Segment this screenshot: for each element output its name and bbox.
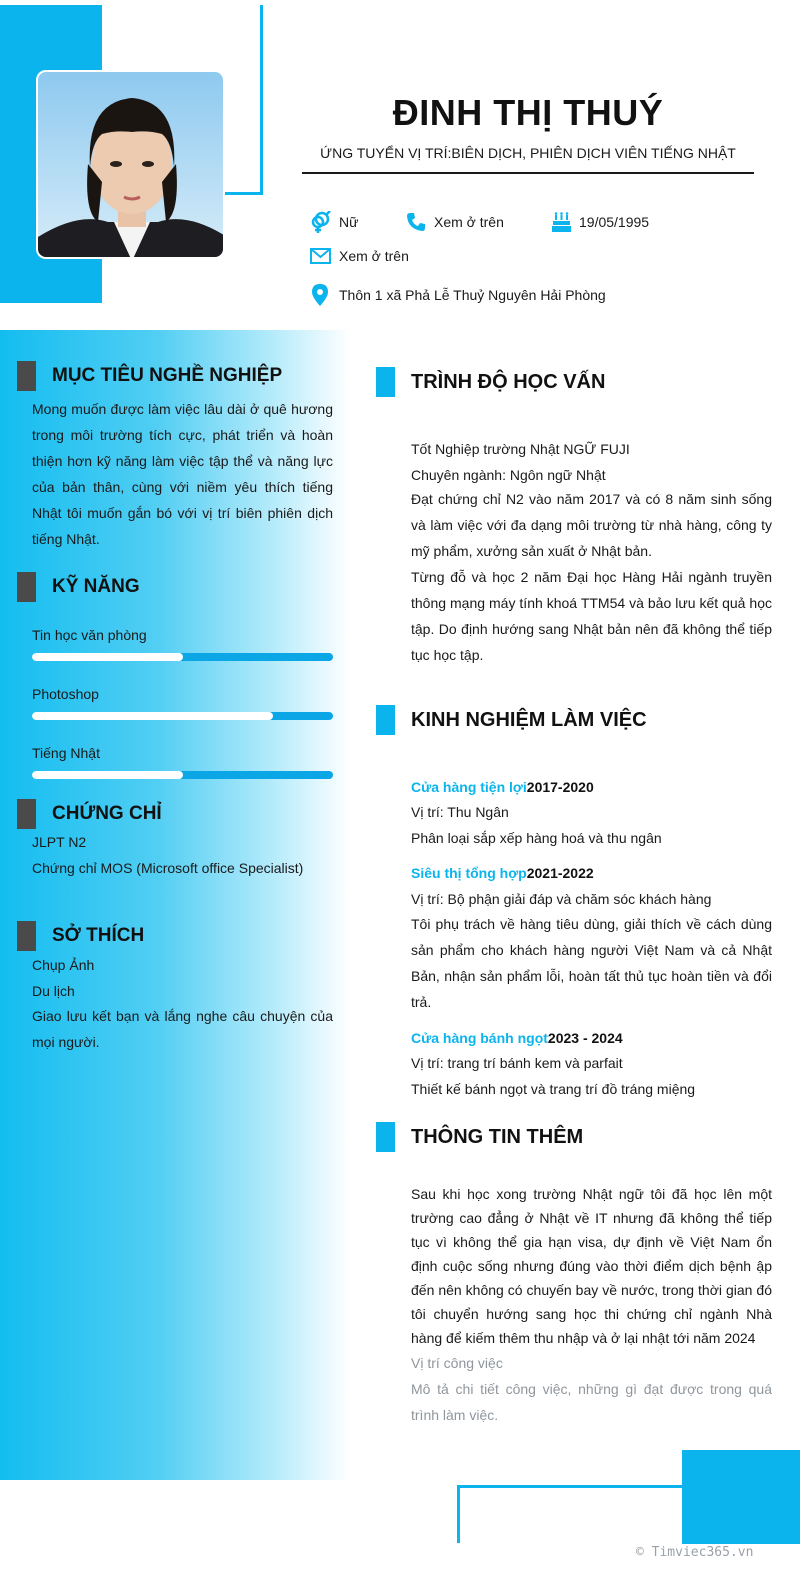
contact-email <box>310 248 409 264</box>
job-description: Tôi phụ trách về hàng tiêu dùng, giải thích về cách dùng sản phẩm cho khách hàng người Việt Nam và cả Nhật Bản, nhận sản phẩm lỗi, hoàn tất thủ tục hoàn tiền và đổi trả. <box>411 916 772 1010</box>
birthday-value: 19/05/1995 <box>579 214 650 230</box>
job-company: Cửa hàng bánh ngọt <box>411 1030 548 1046</box>
email-icon <box>310 248 331 264</box>
contact-birthday <box>552 212 649 232</box>
job-years: 2021-2022 <box>526 865 594 881</box>
job-header <box>411 779 594 795</box>
header-divider <box>302 172 754 174</box>
email-value: Xem ở trên <box>339 248 409 264</box>
section-marker <box>376 367 395 397</box>
portrait-image <box>38 72 225 259</box>
hobbies-title: SỞ THÍCH <box>52 925 145 946</box>
job-role: Vị trí: trang trí bánh kem và parfait <box>411 1055 623 1071</box>
skills-title: KỸ NĂNG <box>52 576 140 597</box>
skill-level <box>32 653 183 661</box>
extra-info-text: Sau khi học xong trường Nhật ngữ tôi đã học lên một trường cao đẳng ở Nhật về IT nhưng đã không thể tiếp tục vì không thể gia hạn visa, dự định về Việt Nam ổn định cuộc sống nhưng đúng vào thời điểm dịch bệnh ập đến nên không có chuyến bay về nước, trong thời gian đó tôi chuyển hướng sang học thi chứng chỉ ngành Nhà hàng để kiếm thêm thu nhập và ở lại nhật tới năm 2024 <box>411 1186 772 1346</box>
job-role: Vị trí: Thu Ngân <box>411 804 509 820</box>
education-school: Tốt Nghiệp trường Nhật NGỮ FUJI <box>411 441 630 457</box>
skill-label: Photoshop <box>32 686 99 702</box>
objective-text: Mong muốn được làm việc lâu dài ở quê hương trong môi trường tích cực, phát triển và hoàn thiện hơn kỹ năng làm việc tập thể và năng lực của bản thân, cùng với niềm yêu thích tiếng Nhật tôi muốn gắn bó với vị trí biên phiên dịch tiếng Nhật. <box>32 401 333 547</box>
section-marker <box>17 799 36 829</box>
education-title: TRÌNH ĐỘ HỌC VẤN <box>411 370 606 393</box>
section-marker <box>17 921 36 951</box>
placeholder-job-description: Mô tả chi tiết công việc, những gì đạt được trong quá trình làm việc. <box>411 1381 772 1423</box>
address-value: Thôn 1 xã Phả Lễ Thuỷ Nguyên Hải Phòng <box>339 287 606 303</box>
skill-level <box>32 771 183 779</box>
skill-bar <box>32 771 333 779</box>
certificates-title: CHỨNG CHỈ <box>52 803 162 824</box>
section-marker <box>17 572 36 602</box>
location-pin-icon <box>312 284 328 306</box>
header-accent-line <box>260 5 263 195</box>
certificate-item: JLPT N2 <box>32 834 87 850</box>
birthday-cake-icon <box>552 212 571 232</box>
phone-icon <box>406 212 426 232</box>
section-marker <box>17 361 36 391</box>
skill-label: Tiếng Nhật <box>32 745 100 761</box>
experience-heading <box>376 705 647 735</box>
skills-heading <box>17 572 140 602</box>
skill-bar <box>32 712 333 720</box>
footer-accent-line <box>457 1485 460 1543</box>
hobby-item: Du lịch <box>32 983 75 999</box>
education-detail: Đạt chứng chỉ N2 vào năm 2017 và có 8 năm sinh sống và làm việc với đa dạng môi trường từ nhà hàng, công ty mỹ phẩm, xưởng sản xuất ở Nhật bản. <box>411 491 772 559</box>
section-marker <box>376 705 395 735</box>
skill-label: Tin học văn phòng <box>32 627 147 643</box>
objective-title: MỤC TIÊU NGHỀ NGHIỆP <box>52 365 283 386</box>
placeholder-job-role: Vị trí công việc <box>411 1355 503 1371</box>
applied-position: ỨNG TUYỂN VỊ TRÍ:BIÊN DỊCH, PHIÊN DỊCH VIÊN TIẾNG NHẬT <box>320 145 736 161</box>
education-heading <box>376 367 605 397</box>
objective-heading <box>17 361 282 391</box>
extra-info-heading <box>376 1122 583 1152</box>
education-major: Chuyên ngành: Ngôn ngữ Nhật <box>411 467 606 483</box>
phone-value: Xem ở trên <box>434 214 504 230</box>
extra-info-title: THÔNG TIN THÊM <box>411 1125 584 1148</box>
gender-value: Nữ <box>339 214 359 230</box>
skill-bar <box>32 653 333 661</box>
skill-level <box>32 712 273 720</box>
job-company: Siêu thị tổng hợp <box>411 865 527 881</box>
hobby-item: Giao lưu kết bạn và lắng nghe câu chuyện của mọi người. <box>32 1008 333 1050</box>
certificates-heading <box>17 799 162 829</box>
candidate-name: ĐINH THỊ THUÝ <box>392 92 664 133</box>
gender-icon <box>310 211 331 233</box>
job-header <box>411 1030 623 1046</box>
job-years: 2017-2020 <box>526 779 594 795</box>
footer-accent-line <box>457 1485 683 1488</box>
profile-photo <box>36 70 225 259</box>
job-description: Thiết kế bánh ngọt và trang trí đồ tráng miệng <box>411 1081 696 1097</box>
contact-gender <box>310 211 358 233</box>
experience-title: KINH NGHIỆM LÀM VIỆC <box>411 708 647 731</box>
job-role: Vị trí: Bộ phận giải đáp và chăm sóc khách hàng <box>411 891 712 907</box>
footer-accent-block <box>682 1450 800 1544</box>
hobby-item: Chụp Ảnh <box>32 957 95 973</box>
certificate-item: Chứng chỉ MOS (Microsoft office Specialist) <box>32 860 304 876</box>
job-description: Phân loại sắp xếp hàng hoá và thu ngân <box>411 830 662 846</box>
contact-address <box>312 284 606 306</box>
contact-phone <box>406 212 504 232</box>
job-header <box>411 865 594 881</box>
section-marker <box>376 1122 395 1152</box>
job-years: 2023 - 2024 <box>547 1030 623 1046</box>
watermark: © Timviec365.vn <box>636 1545 754 1560</box>
job-company: Cửa hàng tiện lợi <box>411 779 527 795</box>
hobbies-heading <box>17 921 144 951</box>
education-detail: Từng đỗ và học 2 năm Đại học Hàng Hải ngành truyền thông mạng máy tính khoá TTM54 và bảo lưu kết quả học tập. Do định hướng sang Nhật bản nên đã không thể tiếp tục học tập. <box>411 569 772 663</box>
